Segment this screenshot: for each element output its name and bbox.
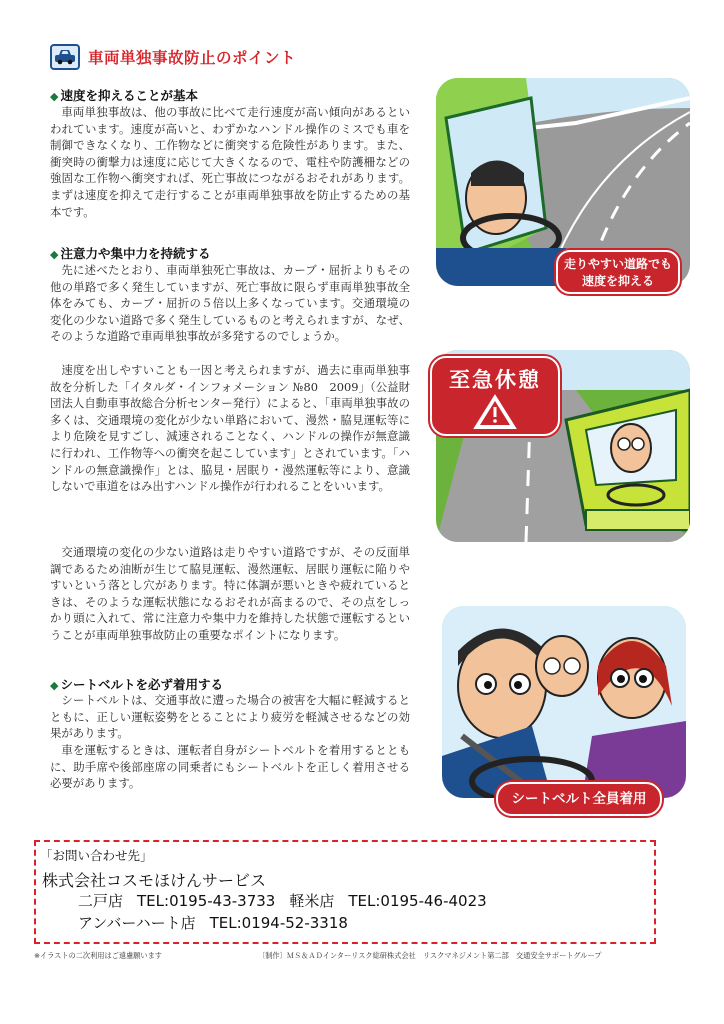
section-paragraph: シートベルトは、交通事故に遭った場合の被害を大幅に軽減するとともに、正しい運転姿勢をとることにより疲労を軽減させるなどの効果があります。 [50, 693, 410, 741]
section-paragraph: 車を運転するときは、運転者自身がシートベルトを着用するとともに、助手席や後部座席の同乗者にもシートベルトを正しく着用させる必要があります。 [50, 743, 410, 791]
footer-note: ※イラストの二次利用はご遠慮願います [34, 951, 162, 960]
illustration-seatbelt-passengers [442, 606, 686, 798]
branch-name: 軽米店 [289, 892, 335, 910]
diamond-bullet-icon: ◆ [50, 90, 59, 103]
branch-phone[interactable]: TEL:0195-43-3733 [137, 892, 276, 910]
diamond-bullet-icon: ◆ [50, 679, 59, 692]
company-name: 株式会社コスモほけんサービス [42, 871, 267, 890]
diamond-bullet-icon: ◆ [50, 248, 59, 261]
caption-bubble-rest-now: 至急休憩 [430, 356, 560, 436]
car-icon [50, 44, 80, 70]
branch-name: 二戸店 [78, 892, 124, 910]
footer-credit: 〔制作〕ＭＳ＆ＡＤインターリスク総研株式会社 リスクマネジメント第二部 交通安全サポートグループ [258, 951, 602, 960]
section-paragraph: 車両単独事故は、他の事故に比べて走行速度が高い傾向があるといわれています。速度が高いと、わずかなハンドル操作のミスでも車を制御できなくなり、工作物などに衝突する危険性があります。また、衝突時の衝撃力は速度に応じて大きくなるので、電柱や防護柵などの強固な工作物へ衝突すれば、死亡事故につながるおそれがあります。まずは速度を抑えて走行することが車両単独事故を防止するための基本です。 [50, 105, 410, 219]
section-heading-attention: ◆ 注意力や集中力を持続する [50, 246, 211, 261]
section-heading-speed: ◆ 速度を抑えることが基本 [50, 88, 198, 103]
section-paragraph: 先に述べたとおり、車両単独死亡事故は、カーブ・屈折よりもその他の単路で多く発生していますが、死亡事故に限らず車両単独事故全体をみても、カーブ・屈折の５倍以上多くなっています。交通環境の変化の少ない道路で多く発生しているものと考えられますが、なぜ、そのような道路で車両単独事故が多発するのでしょうか。 [50, 263, 410, 344]
branch-name: アンバーハート店 [78, 914, 196, 932]
branch-line [78, 912, 348, 933]
caption-bubble-keep-speed-down: 走りやすい道路でも 速度を抑える [556, 250, 680, 294]
branch-phone[interactable]: TEL:0195-46-4023 [348, 892, 487, 910]
section-heading-seatbelt: ◆ シートベルトを必ず着用する [50, 677, 223, 692]
branch-line [78, 890, 487, 911]
caption-bubble-everyone-seatbelt: シートベルト全員着用 [496, 782, 662, 816]
section-paragraph: 速度を出しやすいことも一因と考えられますが、過去に車両単独事故を分析した「イタルダ・インフォメーション №80 2009」（公益財団法人自動車事故総合分析センター発行）によると、「車両単独事故の多くは、交通環境の変化が少ない単路において、漫然・脇見運転等により危険を見すごし、減速されることなく、ハンドルの操作が無意識に行われ、工作物等への衝突を起こしています」とされています。「ハンドルの無意識操作」とは、脇見・居眠り・漫然運転等により、意識しないで車道をはみ出すハンドル操作が行われることをいいます。 [50, 363, 410, 494]
warning-triangle-icon [473, 394, 517, 430]
contact-label: 「お問い合わせ先」 [40, 848, 153, 863]
section-paragraph: 交通環境の変化の少ない道路は走りやすい道路ですが、その反面単調であるため油断が生じて脇見運転、漫然運転、居眠り運転に陥りやすいという落とし穴があります。特に体調が悪いときや疲れているときは、そのような運転状態になるおそれが高まるので、その点をしっかり頭に入れて、常に注意力や集中力を維持した状態で運転するということが車両単独事故防止の重要なポイントになります。 [50, 545, 410, 642]
branch-phone[interactable]: TEL:0194-52-3318 [209, 914, 348, 932]
page-title: 車両単独事故防止のポイント [88, 49, 297, 67]
